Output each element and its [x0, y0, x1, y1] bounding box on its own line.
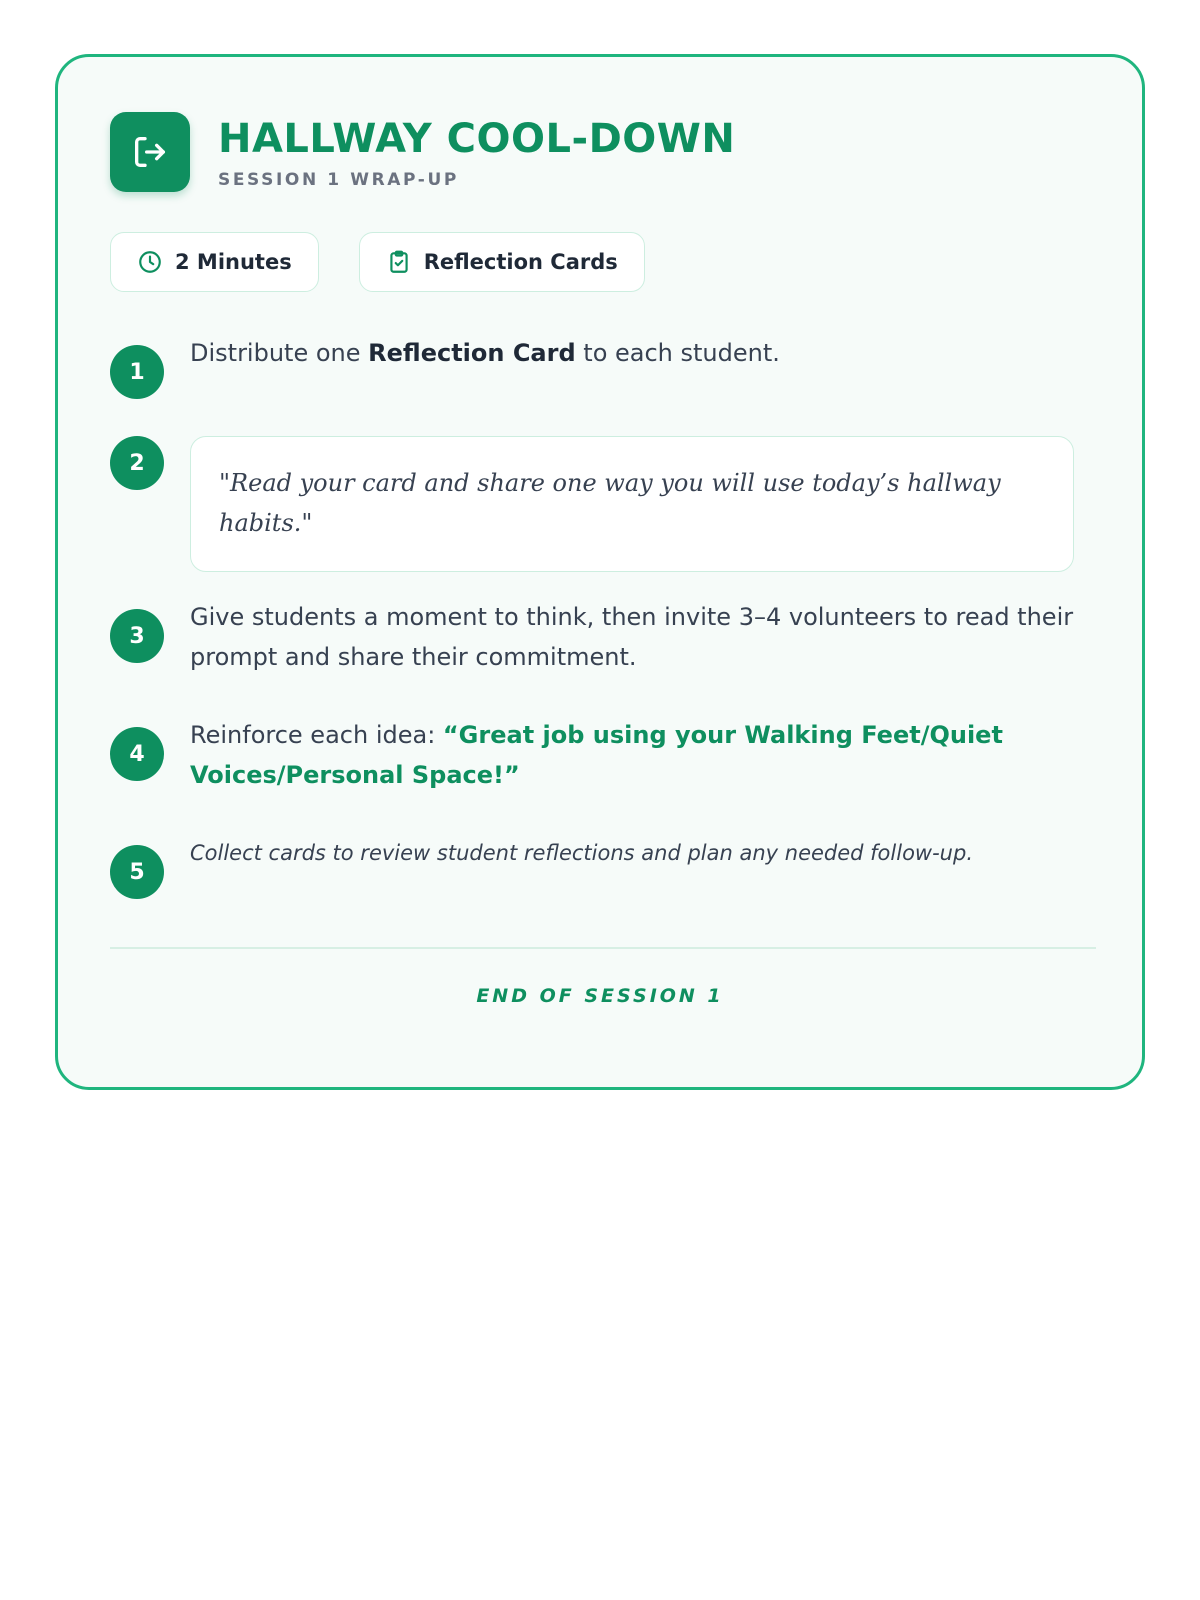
praise-phrase: “Great job using your Walking Feet/Quiet Voices/Personal Space!” [190, 721, 1003, 789]
step-text-emphasis: Reflection Card [368, 339, 576, 367]
step-1 [110, 339, 1074, 405]
exit-door-icon [110, 112, 190, 192]
activity-card [55, 54, 1145, 1090]
step-quote-wrapper [190, 436, 1074, 572]
materials-label: Reflection Cards [423, 250, 618, 274]
duration-pill [110, 232, 319, 292]
step-text: Give students a moment to think, then invite 3–4 volunteers to read their prompt and share their commitment. [190, 603, 1074, 671]
step-number: 4 [110, 727, 164, 781]
step-number: 3 [110, 609, 164, 663]
header-text [218, 116, 735, 190]
step-2 [110, 436, 1074, 576]
step-text [190, 333, 1074, 373]
step-number: 1 [110, 345, 164, 399]
page-subtitle: SESSION 1 WRAP-UP [218, 170, 459, 190]
clock-icon [137, 249, 163, 275]
step-number: 5 [110, 845, 164, 899]
step-text [190, 715, 1074, 795]
duration-label: 2 Minutes [175, 250, 292, 274]
session-end-label: END OF SESSION 1 [476, 985, 724, 1007]
step-text-part: Distribute one [190, 339, 369, 367]
step-text: Collect cards to review student reflections and plan any needed follow-up. [190, 841, 973, 865]
step-text-part: Reinforce each idea: [190, 721, 443, 749]
divider [110, 947, 1096, 949]
step-5 [110, 841, 1074, 905]
step-4 [110, 721, 1074, 817]
step-3 [110, 603, 1074, 699]
step-number: 2 [110, 436, 164, 490]
page-title: HALLWAY COOL-DOWN [218, 116, 736, 162]
script-quote: "Read your card and share one way you will use today’s hallway habits." [190, 436, 1074, 572]
materials-pill [359, 232, 645, 292]
step-text-part: to each student. [575, 339, 780, 367]
card-header [110, 112, 735, 192]
clipboard-check-icon [386, 249, 412, 275]
info-pills [110, 232, 685, 292]
